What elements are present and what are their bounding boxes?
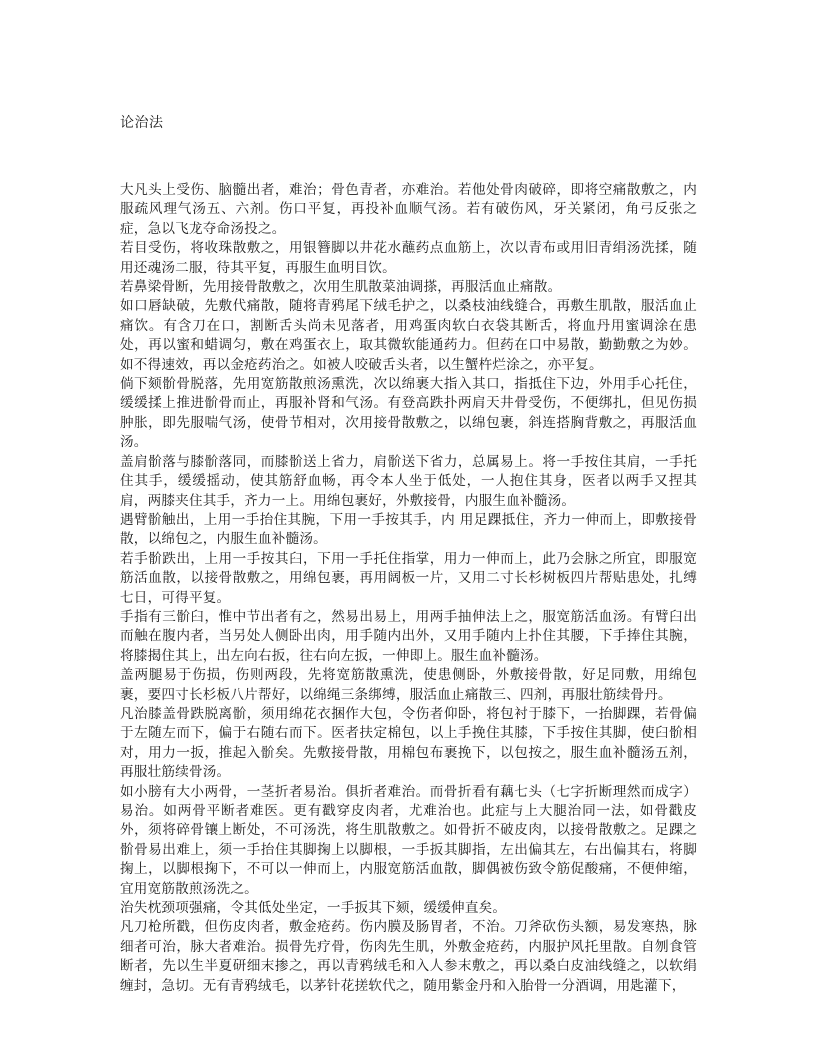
paragraph: 凡治膝盖骨跌脱离骱，须用绵花衣捆作大包，令伤者仰卧，将包衬于膝下，一抬脚踝，若骨偏于左随左而下，偏于右随右而下。医者扶定棉包，以上手挽住其膝，下手按住其脚，使臼骱相对，用力一扳，推起入骱矣。先敷接骨散，用棉包布裹挽下，以包按之，服生血补髓汤五剂，再服壮筋续骨汤。 <box>120 705 697 781</box>
paragraph: 若目受伤，将收珠散敷之，用银簪脚以井花水蘸药点血筋上，次以青布或用旧青绢汤洗揉，随用还魂汤二服，待其平复，再服生血明目饮。 <box>120 240 697 276</box>
paragraph: 遇臂骱触出，上用一手抬住其腕，下用一手按其手，内 用足踝抵住，齐力一伸而上，即敷接骨散，以绵包之，内服生血补髓汤。 <box>120 511 697 548</box>
paragraph: 盖两腿易于伤损，伤则两段，先将宽筋散熏洗，使患侧卧，外敷接骨散，好足同敷，用绵包裹，要四寸长杉板八片帮好，以绵绳三条绑缚，服活血止痛散三、四剂，再服壮筋续骨丹。 <box>120 667 697 703</box>
paragraph: 手指有三骱臼，惟中节出者有之，然易出易上，用两手抽伸法上之，服宽筋活血汤。有臂臼出而触在腹内者，当另处人侧卧出肉，用手随内出外，又用手随内上扑住其腰，下手捧住其腕，将膝揭住其上，出左向右扳，往右向左扳，一伸即上。服生血补髓汤。 <box>120 608 697 664</box>
paragraph: 凡刀枪所戳，但伤皮肉者，敷金疮药。伤内膜及肠胃者，不治。刀斧砍伤头额，易发寒热，脉细者可治，脉大者难治。损骨先疗骨，伤肉先生肌，外敷金疮药，内服护风托里散。自刎食管断者，先以生半夏研细末掺之，再以青鸦绒毛和入人参末敷之，再以桑白皮油线缝之，以软绢缠封，急切。无有青鸦绒毛，以茅针花搓软代之，随用紫金丹和入胎骨一分酒调，用匙灌下， <box>120 919 697 994</box>
paragraph: 治失枕颈项强痛，令其低处坐定，一手扳其下颏，缓缓伸直矣。 <box>120 900 507 917</box>
paragraph: 大凡头上受伤、脑髓出者，难治；骨色青者，亦难治。若他处骨肉破碎，即将空痛散敷之，内服疏风理气汤五、六剂。伤口平复，再投补血顺气汤。若有破伤风，牙关紧闭，角弓反张之症，急以飞龙夺命汤投之。 <box>120 182 697 237</box>
paragraph: 倘下颏骱骨脱落，先用宽筋散煎汤熏洗，次以绵裹大指入其口，指抵住下边，外用手心托住，缓缓揉上推进骱骨而止，再服补肾和气汤。有登高跌扑两肩天井骨受伤，不便绑扎，但见伤损肿胀，即先服喘气汤，使骨节相对，次用接骨散敷之，以绵包裹，斜连搭胸背敷之，再服活血汤。 <box>120 376 697 451</box>
paragraph: 如口唇缺破，先敷代痛散，随将青鸦尾下绒毛护之，以桑枝油线缝合，再敷生肌散，服活血止痛饮。有含刀在口，割断舌头尚未见落者，用鸡蛋肉软白衣袋其断舌，将血丹用蜜调涂在患处，再以蜜和蜡调匀，敷在鸡蛋衣上，取其微软能通药力。但药在口中易散，勤勤敷之为妙。如不得速效，再以金疮药治之。如被人咬破舌头者，以生蟹杵烂涂之，亦平复。 <box>120 298 697 373</box>
paragraph: 若鼻梁骨断，先用接骨散敷之，次用生肌散菜油调搽，再服活血止痛散。 <box>120 279 562 296</box>
body-text <box>120 181 697 996</box>
page-title: 论治法 <box>120 115 164 131</box>
paragraph: 盖肩骱落与膝骱落同，而膝骱送上省力，肩骱送下省力，总属易上。将一手按住其肩，一手托住其手，缓缓摇动，使其筋舒血畅，再令本人坐于低处，一人抱住其身，医者以两手又捏其肩，两膝夹住其手，齐力一上。用绵包裹好，外敷接骨，内服生血补髓汤。 <box>120 453 697 509</box>
paragraph: 若手骱跌出，上用一手按其臼，下用一手托住指掌，用力一伸而上，此乃会脉之所宜，即服宽筋活血散，以接骨散敷之，用绵包裹，再用阔板一片，又用二寸长杉树板四片帮贴患处，扎缚七日，可得平复。 <box>120 550 697 606</box>
paragraph: 如小膀有大小两骨，一茎折者易治。俱折者难治。而骨折看有藕七头（七字折断理然而成字）易治。如两骨平断者难医。更有戳穿皮肉者，尤难治也。此症与上大腿治同一法，如骨戳皮外，须将碎骨镶上断处，不可汤洗，将生肌散敷之。如骨折不破皮肉，以接骨散敷之。足踝之骱骨易出难上，须一手抬住其脚掬上以脚根，一手扳其脚指，左出偏其左，右出偏其右，将脚掬上，以脚根掬下，不可以一伸而上，内服宽筋活血散，脚偶被伤致令筋促酸痛，不便伸缩，宜用宽筋散煎汤洗之。 <box>120 783 697 897</box>
